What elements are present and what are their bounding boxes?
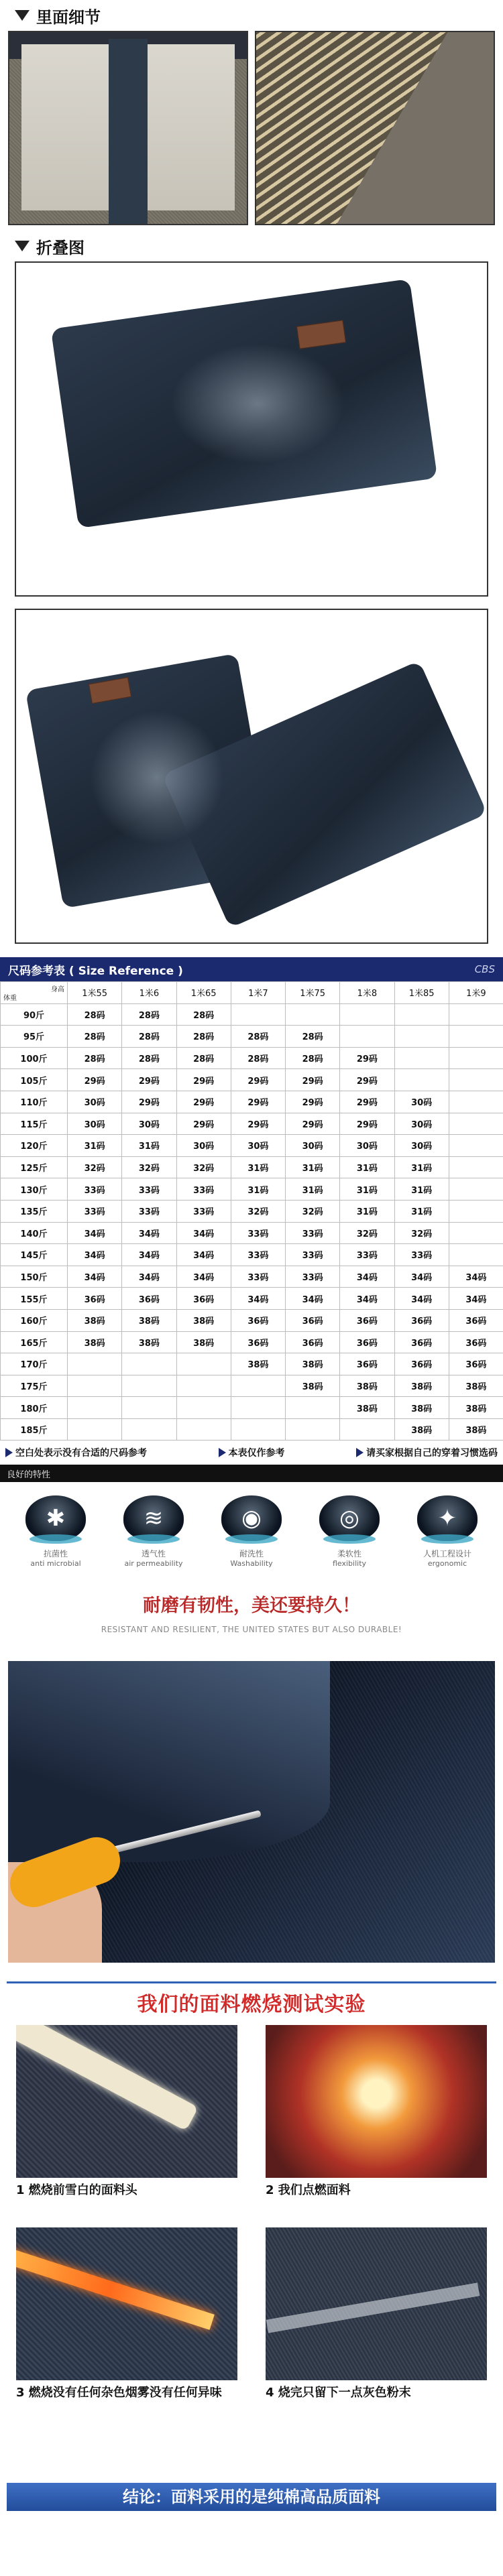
size-cell: 33码 xyxy=(122,1200,176,1222)
size-cell: 32码 xyxy=(340,1222,394,1244)
size-cell xyxy=(394,1026,449,1048)
size-cell: 29码 xyxy=(68,1069,122,1091)
weight-cell: 170斤 xyxy=(1,1353,68,1375)
weight-cell: 115斤 xyxy=(1,1113,68,1135)
size-cell: 38码 xyxy=(449,1418,503,1440)
weight-cell: 110斤 xyxy=(1,1091,68,1113)
table-row xyxy=(1,1135,503,1157)
size-cell: 28码 xyxy=(231,1026,285,1048)
size-cell: 36码 xyxy=(340,1331,394,1353)
size-cell: 29码 xyxy=(286,1091,340,1113)
size-cell xyxy=(68,1418,122,1440)
feature-item xyxy=(16,1495,95,1568)
weight-cell: 130斤 xyxy=(1,1178,68,1201)
inner-stripe-photo xyxy=(255,31,495,225)
size-cell xyxy=(449,1091,503,1113)
size-note: 本表仅作参考 xyxy=(219,1446,285,1459)
weight-cell: 105斤 xyxy=(1,1069,68,1091)
size-cell: 30码 xyxy=(122,1113,176,1135)
size-cell: 33码 xyxy=(286,1266,340,1288)
table-row xyxy=(1,1069,503,1091)
size-cell: 28码 xyxy=(286,1047,340,1069)
size-cell: 38码 xyxy=(394,1397,449,1419)
size-cell: 33码 xyxy=(176,1178,231,1201)
size-cell xyxy=(231,1397,285,1419)
scissors-denim-photo xyxy=(8,1661,495,1963)
size-cell: 38码 xyxy=(122,1331,176,1353)
size-cell: 30码 xyxy=(176,1135,231,1157)
size-cell xyxy=(394,1069,449,1091)
size-cell: 33码 xyxy=(68,1200,122,1222)
table-row xyxy=(1,1288,503,1310)
brand-mark: CBS xyxy=(474,963,495,975)
size-cell xyxy=(122,1397,176,1419)
size-cell: 33码 xyxy=(176,1200,231,1222)
size-cell: 34码 xyxy=(394,1266,449,1288)
size-cell xyxy=(449,1135,503,1157)
weight-cell: 95斤 xyxy=(1,1026,68,1048)
burn-step: 1 燃烧前雪白的面料头 xyxy=(16,2025,237,2214)
table-row xyxy=(1,1091,503,1113)
size-cell: 38码 xyxy=(231,1353,285,1375)
burn-test-title: 我们的面料燃烧测试实验 xyxy=(137,1993,366,2017)
size-cell: 33码 xyxy=(286,1244,340,1266)
table-row xyxy=(1,1026,503,1048)
size-cell: 36码 xyxy=(122,1288,176,1310)
size-cell: 29码 xyxy=(122,1091,176,1113)
fold-section-title: 折叠图 xyxy=(0,231,503,261)
size-cell: 33码 xyxy=(394,1244,449,1266)
feature-label: 柔软性 xyxy=(337,1549,361,1559)
size-cell: 28码 xyxy=(122,1003,176,1026)
size-cell: 34码 xyxy=(122,1266,176,1288)
size-cell xyxy=(449,1222,503,1244)
size-cell xyxy=(122,1418,176,1440)
features-section xyxy=(0,1465,503,1575)
size-cell xyxy=(449,1113,503,1135)
size-notes xyxy=(0,1440,503,1465)
burn-step: 2 我们点燃面料 xyxy=(266,2025,487,2214)
size-cell: 34码 xyxy=(340,1266,394,1288)
size-cell: 30码 xyxy=(68,1113,122,1135)
size-cell xyxy=(176,1353,231,1375)
inner-fly-photo xyxy=(8,31,248,225)
feature-label-en: anti microbial xyxy=(30,1559,81,1569)
feature-label: 抗菌性 xyxy=(43,1549,68,1559)
size-cell xyxy=(122,1353,176,1375)
size-cell: 29码 xyxy=(340,1113,394,1135)
size-cell: 28码 xyxy=(68,1047,122,1069)
size-cell: 33码 xyxy=(286,1222,340,1244)
size-cell: 34码 xyxy=(68,1244,122,1266)
feature-item xyxy=(114,1495,193,1568)
detail-photos xyxy=(0,31,503,225)
size-cell: 36码 xyxy=(68,1288,122,1310)
size-cell: 33码 xyxy=(340,1244,394,1266)
height-header: 1米85 xyxy=(394,982,449,1004)
weight-cell: 120斤 xyxy=(1,1135,68,1157)
size-cell: 34码 xyxy=(340,1288,394,1310)
feature-label-en: ergonomic xyxy=(427,1559,467,1569)
size-cell: 36码 xyxy=(340,1309,394,1331)
size-cell: 32码 xyxy=(231,1200,285,1222)
weight-cell: 100斤 xyxy=(1,1047,68,1069)
size-cell: 34码 xyxy=(122,1222,176,1244)
size-cell: 29码 xyxy=(340,1091,394,1113)
burn-step: 3 燃烧没有任何杂色烟雾没有任何异味 xyxy=(16,2227,237,2416)
size-cell: 28码 xyxy=(176,1003,231,1026)
size-cell: 29码 xyxy=(176,1069,231,1091)
size-cell: 36码 xyxy=(449,1353,503,1375)
size-cell: 36码 xyxy=(231,1309,285,1331)
size-cell xyxy=(449,1026,503,1048)
size-cell: 28码 xyxy=(176,1026,231,1048)
size-cell xyxy=(231,1375,285,1397)
feature-item xyxy=(310,1495,389,1568)
size-cell: 30码 xyxy=(340,1135,394,1157)
size-cell: 29码 xyxy=(340,1047,394,1069)
size-cell: 30码 xyxy=(286,1135,340,1157)
size-cell: 38码 xyxy=(286,1375,340,1397)
size-cell xyxy=(176,1397,231,1419)
weight-cell: 150斤 xyxy=(1,1266,68,1288)
table-row xyxy=(1,1003,503,1026)
size-cell: 38码 xyxy=(176,1309,231,1331)
size-cell: 29码 xyxy=(340,1069,394,1091)
table-row xyxy=(1,1331,503,1353)
height-header: 1米7 xyxy=(231,982,285,1004)
size-cell xyxy=(449,1244,503,1266)
weight-cell: 185斤 xyxy=(1,1418,68,1440)
size-cell: 38码 xyxy=(340,1375,394,1397)
burn-test-grid xyxy=(7,2017,496,2416)
size-cell xyxy=(286,1418,340,1440)
bug-icon: ✱ xyxy=(25,1495,86,1541)
table-row xyxy=(1,1156,503,1178)
size-cell: 33码 xyxy=(68,1178,122,1201)
size-cell: 30码 xyxy=(68,1091,122,1113)
size-cell: 32码 xyxy=(394,1222,449,1244)
size-reference xyxy=(0,957,503,1465)
durable-subtitle: RESISTANT AND RESILIENT, THE UNITED STATES BUT ALSO DURABLE! xyxy=(101,1625,402,1635)
size-cell: 31码 xyxy=(394,1156,449,1178)
size-cell: 28码 xyxy=(231,1047,285,1069)
size-cell: 29码 xyxy=(176,1113,231,1135)
size-cell xyxy=(286,1003,340,1026)
size-cell xyxy=(68,1375,122,1397)
weight-cell: 145斤 xyxy=(1,1244,68,1266)
size-cell xyxy=(340,1026,394,1048)
size-cell xyxy=(449,1047,503,1069)
weight-cell: 175斤 xyxy=(1,1375,68,1397)
size-cell: 36码 xyxy=(449,1309,503,1331)
size-table xyxy=(0,981,503,1440)
size-cell: 31码 xyxy=(340,1178,394,1201)
table-row xyxy=(1,1200,503,1222)
size-cell xyxy=(449,1178,503,1201)
size-cell: 38码 xyxy=(286,1353,340,1375)
size-cell: 29码 xyxy=(286,1113,340,1135)
size-cell: 36码 xyxy=(394,1353,449,1375)
feature-label-en: Washability xyxy=(230,1559,273,1569)
features-title: 良好的特性 xyxy=(0,1465,503,1482)
burn-step: 4 烧完只留下一点灰色粉末 xyxy=(266,2227,487,2416)
weight-cell: 180斤 xyxy=(1,1397,68,1419)
height-header: 1米55 xyxy=(68,982,122,1004)
size-cell: 29码 xyxy=(231,1069,285,1091)
table-row xyxy=(1,1113,503,1135)
size-cell: 31码 xyxy=(231,1156,285,1178)
durable-title: 耐磨有韧性，美还要持久！ xyxy=(143,1595,360,1617)
table-row xyxy=(1,1397,503,1419)
size-cell xyxy=(449,1156,503,1178)
size-cell: 34码 xyxy=(176,1222,231,1244)
size-cell: 38码 xyxy=(176,1331,231,1353)
weight-cell: 90斤 xyxy=(1,1003,68,1026)
size-cell: 29码 xyxy=(286,1069,340,1091)
table-row xyxy=(1,1222,503,1244)
size-note: 请买家根据自己的穿着习惯选码 xyxy=(356,1446,498,1459)
size-cell: 38码 xyxy=(394,1418,449,1440)
size-cell: 31码 xyxy=(340,1200,394,1222)
table-row xyxy=(1,1266,503,1288)
detail-section-title: 里面细节 xyxy=(0,0,503,31)
features-row xyxy=(0,1482,503,1575)
triangle-down-icon xyxy=(15,10,30,21)
table-row xyxy=(1,1047,503,1069)
size-cell: 32码 xyxy=(176,1156,231,1178)
feature-label: 人机工程设计 xyxy=(423,1549,471,1559)
size-cell xyxy=(176,1418,231,1440)
size-cell: 31码 xyxy=(122,1135,176,1157)
size-cell: 32码 xyxy=(286,1200,340,1222)
size-cell: 36码 xyxy=(286,1331,340,1353)
size-cell: 29码 xyxy=(122,1069,176,1091)
size-cell xyxy=(68,1397,122,1419)
height-header: 1米65 xyxy=(176,982,231,1004)
lighter-flame-photo xyxy=(266,2025,487,2178)
height-header: 1米9 xyxy=(449,982,503,1004)
weight-cell: 155斤 xyxy=(1,1288,68,1310)
size-cell xyxy=(231,1003,285,1026)
feature-item xyxy=(212,1495,291,1568)
steam-icon: ≋ xyxy=(123,1495,184,1541)
size-cell: 33码 xyxy=(231,1222,285,1244)
size-cell xyxy=(176,1375,231,1397)
table-row xyxy=(1,1309,503,1331)
folded-photo-1 xyxy=(15,261,488,597)
size-cell: 34码 xyxy=(449,1266,503,1288)
size-cell: 36码 xyxy=(394,1331,449,1353)
size-cell: 34码 xyxy=(231,1288,285,1310)
burn-test-conclusion: 结论：面料采用的是纯棉高品质面料 xyxy=(7,2483,496,2511)
weight-cell: 165斤 xyxy=(1,1331,68,1353)
spring-icon: ◎ xyxy=(319,1495,380,1541)
size-cell xyxy=(340,1418,394,1440)
size-cell: 28码 xyxy=(286,1026,340,1048)
size-cell: 36码 xyxy=(176,1288,231,1310)
size-cell: 31码 xyxy=(286,1178,340,1201)
triangle-down-icon xyxy=(15,241,30,251)
size-cell: 28码 xyxy=(176,1047,231,1069)
weight-cell: 125斤 xyxy=(1,1156,68,1178)
size-cell: 30码 xyxy=(394,1091,449,1113)
size-cell: 31码 xyxy=(231,1178,285,1201)
size-cell: 34码 xyxy=(394,1288,449,1310)
size-cell: 30码 xyxy=(394,1135,449,1157)
height-header: 1米6 xyxy=(122,982,176,1004)
table-row xyxy=(1,1178,503,1201)
size-cell: 28码 xyxy=(122,1026,176,1048)
table-row xyxy=(1,1418,503,1440)
fabric-ash-photo xyxy=(266,2227,487,2380)
burn-test-section xyxy=(7,1981,496,2511)
size-cell xyxy=(231,1418,285,1440)
weight-cell: 160斤 xyxy=(1,1309,68,1331)
size-cell: 32码 xyxy=(122,1156,176,1178)
size-cell: 34码 xyxy=(176,1244,231,1266)
table-row xyxy=(1,1353,503,1375)
size-cell: 34码 xyxy=(176,1266,231,1288)
height-header: 1米8 xyxy=(340,982,394,1004)
size-cell: 29码 xyxy=(176,1091,231,1113)
size-cell: 28码 xyxy=(68,1003,122,1026)
size-cell xyxy=(449,1200,503,1222)
size-cell: 29码 xyxy=(231,1113,285,1135)
size-cell: 31码 xyxy=(394,1200,449,1222)
size-cell xyxy=(340,1003,394,1026)
size-cell: 34码 xyxy=(68,1222,122,1244)
folded-photo-2 xyxy=(15,609,488,944)
size-cell: 38码 xyxy=(122,1309,176,1331)
size-cell xyxy=(122,1375,176,1397)
feature-label-en: flexibility xyxy=(332,1559,367,1569)
durable-section xyxy=(0,1591,503,1963)
size-table-header: 尺码参考表 ( Size Reference ) CBS xyxy=(0,957,503,981)
size-cell: 38码 xyxy=(394,1375,449,1397)
table-row xyxy=(1,1375,503,1397)
size-cell: 36码 xyxy=(449,1331,503,1353)
size-cell xyxy=(68,1353,122,1375)
size-cell: 36码 xyxy=(340,1353,394,1375)
fabric-before-photo xyxy=(16,2025,237,2178)
size-cell xyxy=(286,1397,340,1419)
size-cell: 38码 xyxy=(68,1331,122,1353)
size-cell: 34码 xyxy=(286,1288,340,1310)
size-cell: 34码 xyxy=(122,1244,176,1266)
size-cell: 34码 xyxy=(68,1266,122,1288)
feature-label: 耐洗性 xyxy=(239,1549,264,1559)
size-cell: 36码 xyxy=(231,1331,285,1353)
size-cell xyxy=(394,1047,449,1069)
size-cell: 38码 xyxy=(449,1375,503,1397)
weight-cell: 140斤 xyxy=(1,1222,68,1244)
size-cell: 28码 xyxy=(122,1047,176,1069)
size-cell: 34码 xyxy=(449,1288,503,1310)
table-row xyxy=(1,1244,503,1266)
size-cell: 33码 xyxy=(231,1266,285,1288)
size-cell: 31码 xyxy=(68,1135,122,1157)
size-cell: 31码 xyxy=(394,1178,449,1201)
size-cell: 29码 xyxy=(231,1091,285,1113)
human-icon: ✦ xyxy=(417,1495,478,1541)
size-cell: 32码 xyxy=(68,1156,122,1178)
size-cell: 30码 xyxy=(394,1113,449,1135)
size-cell: 33码 xyxy=(122,1178,176,1201)
size-cell: 38码 xyxy=(340,1397,394,1419)
size-cell: 38码 xyxy=(68,1309,122,1331)
size-cell: 36码 xyxy=(286,1309,340,1331)
weight-cell: 135斤 xyxy=(1,1200,68,1222)
size-cell: 30码 xyxy=(231,1135,285,1157)
feature-label: 透气性 xyxy=(141,1549,166,1559)
washer-icon: ◉ xyxy=(221,1495,282,1541)
size-cell: 36码 xyxy=(394,1309,449,1331)
size-cell: 38码 xyxy=(449,1397,503,1419)
size-note: 空白处表示没有合适的尺码参考 xyxy=(5,1446,147,1459)
size-cell: 31码 xyxy=(286,1156,340,1178)
size-cell xyxy=(394,1003,449,1026)
fabric-burning-photo xyxy=(16,2227,237,2380)
height-header: 1米75 xyxy=(286,982,340,1004)
size-cell: 31码 xyxy=(340,1156,394,1178)
size-cell: 33码 xyxy=(231,1244,285,1266)
size-cell xyxy=(449,1069,503,1091)
size-cell: 28码 xyxy=(68,1026,122,1048)
feature-item xyxy=(408,1495,487,1568)
feature-label-en: air permeability xyxy=(124,1559,183,1569)
corner-cell: 身高 体重 xyxy=(1,982,68,1004)
size-cell xyxy=(449,1003,503,1026)
